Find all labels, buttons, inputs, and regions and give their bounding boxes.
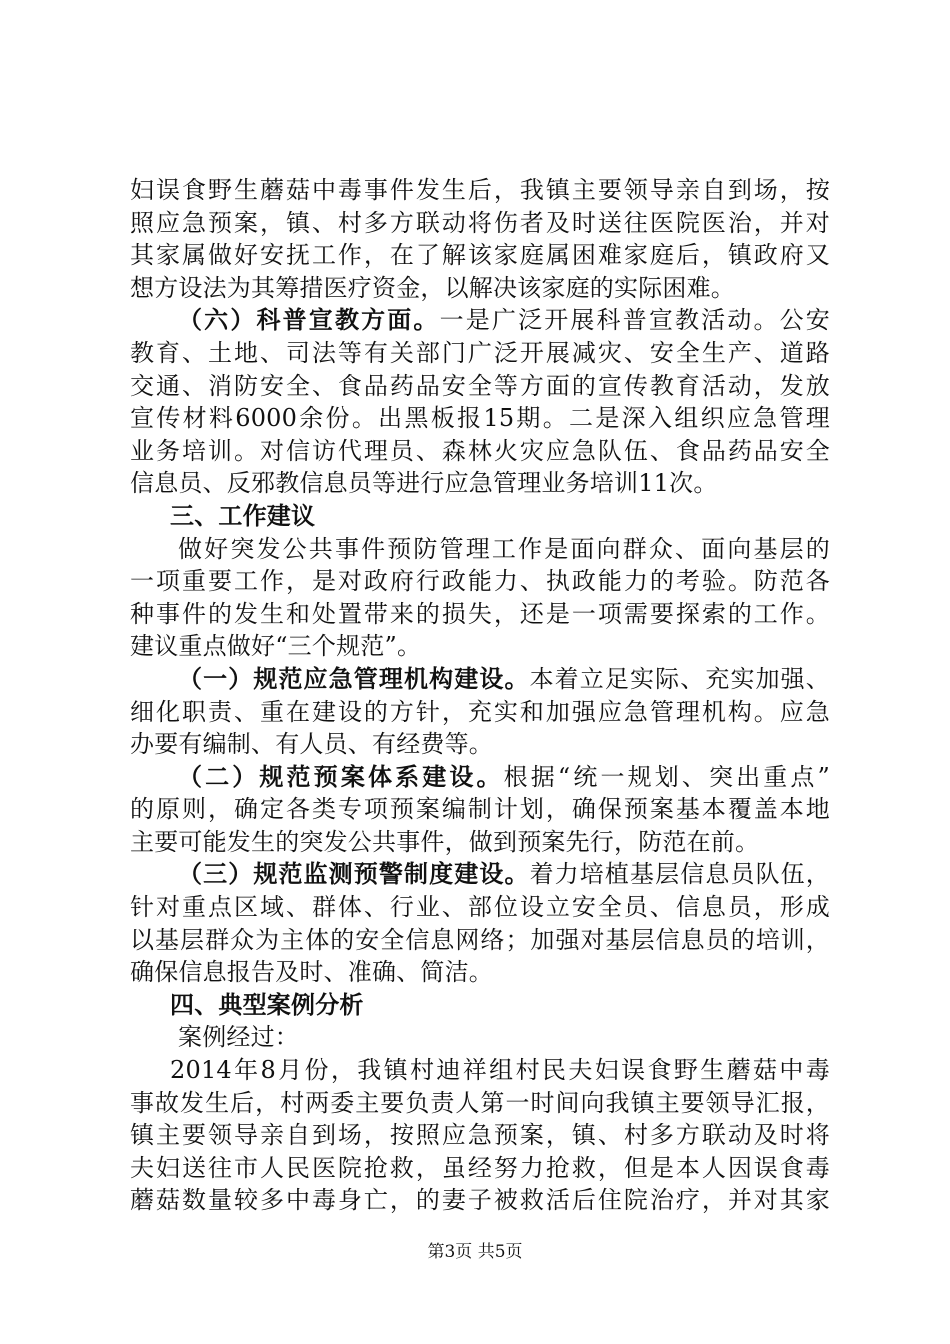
text-line (130, 207, 830, 240)
text-line (130, 826, 830, 859)
text-line (130, 402, 830, 435)
body-text-segment: 想方设法为其筹措医疗资金，以解决该家庭的实际困难。 (130, 273, 735, 302)
heading-text: （一）规范应急管理机构建设。 (178, 663, 530, 693)
body-text-segment: 教育、土地、司法等有关部门广泛开展减灾、安全生产、道路 (130, 338, 830, 367)
text-line (130, 663, 830, 696)
heading-text: 三、工作建议 (170, 500, 316, 530)
text-line (130, 858, 830, 891)
body-text-segment: 细化职责、重在建设的方针，充实和加强应急管理机构。应急 (130, 697, 830, 726)
text-line (130, 793, 830, 826)
text-line (130, 924, 830, 957)
body-text-segment: 本着立足实际、充实加强、 (529, 664, 830, 693)
text-line (130, 533, 830, 566)
body-text-segment: 做好突发公共事件预防管理工作是面向群众、面向基层的 (178, 534, 830, 563)
body-text-segment: 信息员、反邪教信息员等进行应急管理业务培训11次。 (130, 469, 718, 498)
body-text-segment: 一项重要工作，是对政府行政能力、执政能力的考验。防范各 (130, 567, 830, 596)
text-line (130, 370, 830, 403)
text-line (130, 630, 830, 663)
heading-text: （三）规范监测预警制度建设。 (178, 859, 530, 889)
body-text-segment: 办要有编制、有人员、有经费等。 (130, 730, 493, 759)
body-text-segment: 案例经过： (178, 1023, 299, 1052)
body-text-segment: 着力培植基层信息员队伍， (529, 860, 830, 889)
text-line (130, 272, 830, 305)
body-text-segment: 建议重点做好“三个规范”。 (130, 632, 422, 661)
body-text-segment: 宣传材料6000余份。出黑板报15期。二是深入组织应急管理 (130, 404, 830, 433)
text-line (130, 989, 830, 1022)
heading-text: 四、典型案例分析 (170, 989, 364, 1019)
body-text-segment: 一是广泛开展科普宣教活动。公安 (439, 306, 831, 335)
body-text (130, 174, 830, 1217)
body-text-segment: 2014年8月份，我镇村迪祥组村民夫妇误食野生蘑菇中毒 (170, 1056, 830, 1085)
body-text-segment: 主要可能发生的突发公共事件，做到预案先行，防范在前。 (130, 827, 760, 856)
body-text-segment: 业务培训。对信访代理员、森林火灾应急队伍、食品药品安全 (130, 436, 830, 465)
text-line (130, 337, 830, 370)
text-line (130, 1184, 830, 1217)
body-text-segment: 的原则，确定各类专项预案编制计划，确保预案基本覆盖本地 (130, 795, 830, 824)
heading-text: （二）规范预案体系建设。 (178, 761, 504, 791)
body-text-segment: 交通、消防安全、食品药品安全等方面的宣传教育活动，发放 (130, 371, 830, 400)
body-text-segment: 种事件的发生和处置带来的损失，还是一项需要探索的工作。 (130, 599, 830, 628)
text-line (130, 696, 830, 729)
text-line (130, 1021, 830, 1054)
text-line (130, 239, 830, 272)
text-line (130, 1087, 830, 1120)
text-line (130, 891, 830, 924)
body-text-segment: 确保信息报告及时、准确、简洁。 (130, 958, 493, 987)
heading-text: （六）科普宣教方面。 (178, 305, 440, 335)
page-footer: 第3页 共5页 (427, 1242, 523, 1262)
body-text-segment: 其家属做好安抚工作，在了解该家庭属困难家庭后，镇政府又 (130, 241, 830, 270)
body-text-segment: 根据“统一规划、突出重点” (503, 762, 831, 791)
body-text-segment: 事故发生后，村两委主要负责人第一时间向我镇主要领导汇报， (130, 1088, 830, 1117)
text-line (130, 500, 830, 533)
body-text-segment: 夫妇送往市人民医院抢救，虽经努力抢救，但是本人因误食毒 (130, 1153, 830, 1182)
text-line (130, 435, 830, 468)
text-line (130, 304, 830, 337)
body-text-segment: 镇主要领导亲自到场，按照应急预案，镇、村多方联动及时将 (130, 1121, 830, 1150)
text-line (130, 728, 830, 761)
text-line (130, 174, 830, 207)
text-line (130, 1119, 830, 1152)
text-line (130, 467, 830, 500)
body-text-segment: 以基层群众为主体的安全信息网络；加强对基层信息员的培训， (130, 925, 830, 954)
text-line (130, 598, 830, 631)
text-line (130, 1054, 830, 1087)
text-line (130, 956, 830, 989)
text-line (130, 1152, 830, 1185)
text-line (130, 565, 830, 598)
body-text-segment: 妇误食野生蘑菇中毒事件发生后，我镇主要领导亲自到场，按 (130, 176, 830, 204)
text-line (130, 761, 830, 794)
body-text-segment: 照应急预案，镇、村多方联动将伤者及时送往医院医治，并对 (130, 208, 830, 237)
body-text-segment: 蘑菇数量较多中毒身亡，的妻子被救活后住院治疗，并对其家 (130, 1186, 830, 1215)
body-text-segment: 针对重点区域、群体、行业、部位设立安全员、信息员，形成 (130, 893, 830, 922)
